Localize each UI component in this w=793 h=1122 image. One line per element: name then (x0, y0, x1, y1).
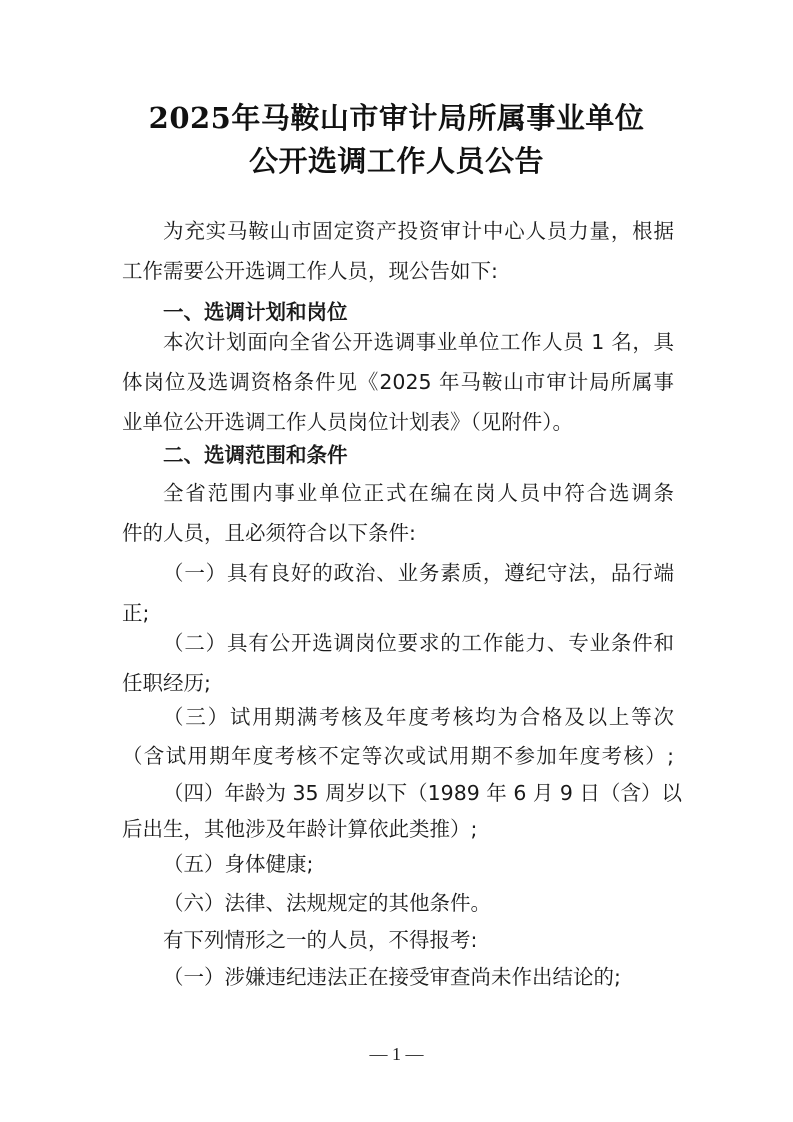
document-title-line-1: 2025年马鞍山市审计局所属事业单位 (148, 101, 645, 135)
paragraph-intro-line-1: 为充实马鞍山市固定资产投资审计中心人员力量，根据 (163, 219, 674, 243)
exclusion-1: （一）涉嫌违纪违法正在接受审查尚未作出结论的; (163, 965, 621, 989)
paragraph-plan-line-1: 本次计划面向全省公开选调事业单位工作人员 1 名，具 (163, 330, 674, 354)
paragraph-scope-line-1: 全省范围内事业单位正式在编在岗人员中符合选调条 (163, 481, 674, 505)
condition-4-line-1: （四）年龄为 35 周岁以下（1989 年 6 月 9 日（含）以 (163, 781, 682, 805)
condition-2-line-2: 任职经历; (122, 671, 211, 695)
paragraph-plan-line-2: 体岗位及选调资格条件见《2025 年马鞍山市审计局所属事 (122, 370, 674, 394)
section-heading-1: 一、选调计划和岗位 (163, 300, 348, 324)
condition-2-line-1: （二）具有公开选调岗位要求的工作能力、专业条件和 (163, 631, 674, 655)
paragraph-plan-line-3: 业单位公开选调工作人员岗位计划表》（见附件）。 (122, 410, 573, 434)
condition-4-line-2: 后出生，其他涉及年龄计算依此类推）; (122, 817, 478, 841)
page-number: — 1 — (369, 1044, 424, 1064)
paragraph-scope-line-2: 件的人员，且必须符合以下条件: (122, 521, 416, 545)
document-title-line-2: 公开选调工作人员公告 (248, 144, 544, 178)
condition-1-line-1: （一）具有良好的政治、业务素质，遵纪守法，品行端 (163, 561, 674, 585)
condition-3-line-1: （三）试用期满考核及年度考核均为合格及以上等次 (163, 705, 674, 729)
exclusion-intro: 有下列情形之一的人员，不得报考: (163, 928, 478, 952)
paragraph-intro-line-2: 工作需要公开选调工作人员，现公告如下: (122, 259, 498, 283)
section-heading-2: 二、选调范围和条件 (163, 443, 348, 467)
condition-3-line-2: （含试用期年度考核不定等次或试用期不参加年度考核）; (122, 744, 674, 768)
condition-1-line-2: 正; (122, 601, 150, 625)
condition-6: （六）法律、法规规定的其他条件。 (163, 891, 491, 915)
condition-5: （五）身体健康; (163, 852, 314, 876)
